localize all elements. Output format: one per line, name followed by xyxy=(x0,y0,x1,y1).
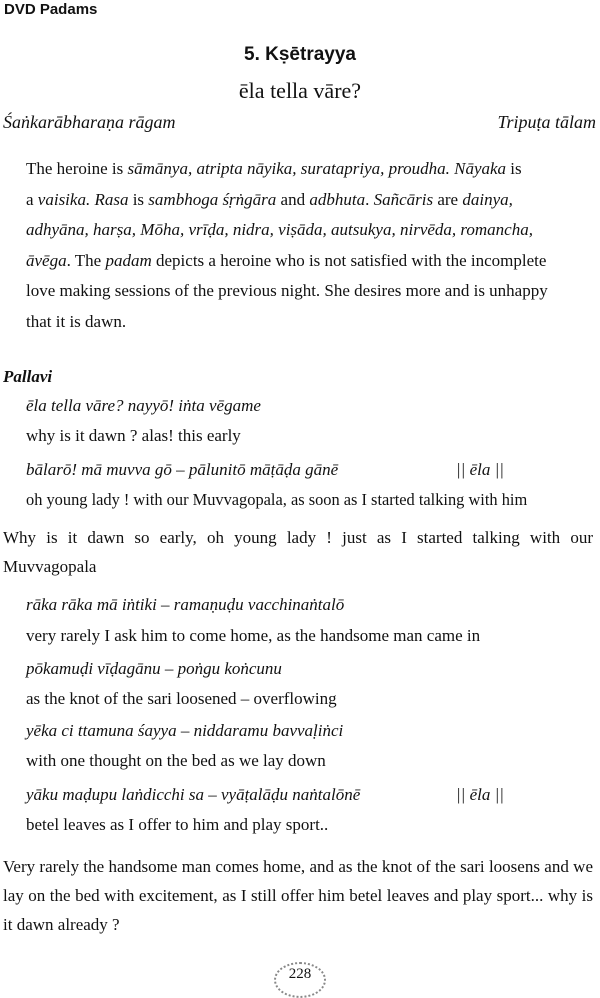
pallavi-line-english: why is it dawn ? alas! this early xyxy=(26,426,241,445)
running-header: DVD Padams xyxy=(4,1,98,18)
pallavi-line-telugu: ēla tella vāre? nayyō! iṅta vēgame xyxy=(26,396,261,415)
raga-label: Śaṅkarābharaṇa rāgam xyxy=(3,112,176,132)
charanam-line-english: betel leaves as I offer to him and play sport.. xyxy=(26,815,329,834)
refrain-marker: || ēla || xyxy=(456,460,504,479)
pallavi-heading: Pallavi xyxy=(3,367,53,386)
song-title: 5. Kṣētrayya xyxy=(244,44,356,65)
charanam-line-english: very rarely I ask him to come home, as the handsome man came in xyxy=(26,626,481,645)
charanam-line-telugu: rāka rāka mā iṅtiki – ramaṇuḍu vacchinaṅtalō xyxy=(26,595,345,614)
page-number-ornament xyxy=(268,962,332,988)
refrain-marker: || ēla || xyxy=(456,785,504,804)
charanam-line-english: with one thought on the bed as we lay down xyxy=(26,751,326,770)
charanam-line-telugu: yēka ci ttamuna śayya – niddaramu bavvaḷiṅci xyxy=(26,721,344,740)
charanam-line-telugu: pōkamuḍi vīḍagānu – poṅgu koṅcunu xyxy=(26,659,282,678)
pallavi-line-telugu: bālarō! mā muvva gō – pālunitō māṭāḍa gānē xyxy=(26,460,339,479)
charanam-summary: Very rarely the handsome man comes home, and as the knot of the sari loosens and we lay on the bed with excitement, as I still offer him betel leaves and play sport... why is it dawn already ? xyxy=(3,857,593,934)
pallavi-summary: Why is it dawn so early, oh young lady ! just as I started talking with our Muvvagopala xyxy=(3,528,593,576)
page-number: 228 xyxy=(288,966,312,982)
charanam-line-telugu: yāku maḍupu laṅdicchi sa – vyāṭalāḍu naṅtalōnē xyxy=(26,785,361,804)
charanam-line-english: as the knot of the sari loosened – overflowing xyxy=(26,689,337,708)
intro-paragraph: The heroine is sāmānya, atripta nāyika, suratapriya, proudha. Nāyaka is a vaisika. Rasa is sambhoga śṛṅgāra and adbhuta. Sañcāris are dainya, adhyāna, harṣa, Mōha, vrīḍa, nidra, viṣāda, autsukya, nirvēda, romancha, āvēga. The padam depicts a heroine who is not satisfied with the incomplete love making sessions of the previous night. She desires more and is unhappy that it is dawn. xyxy=(26,159,548,331)
pallavi-line-english: oh young lady ! with our Muvvagopala, as soon as I started talking with him xyxy=(26,490,528,509)
tala-label: Tripuṭa tālam xyxy=(497,112,596,132)
song-subtitle: ēla tella vāre? xyxy=(238,78,362,103)
